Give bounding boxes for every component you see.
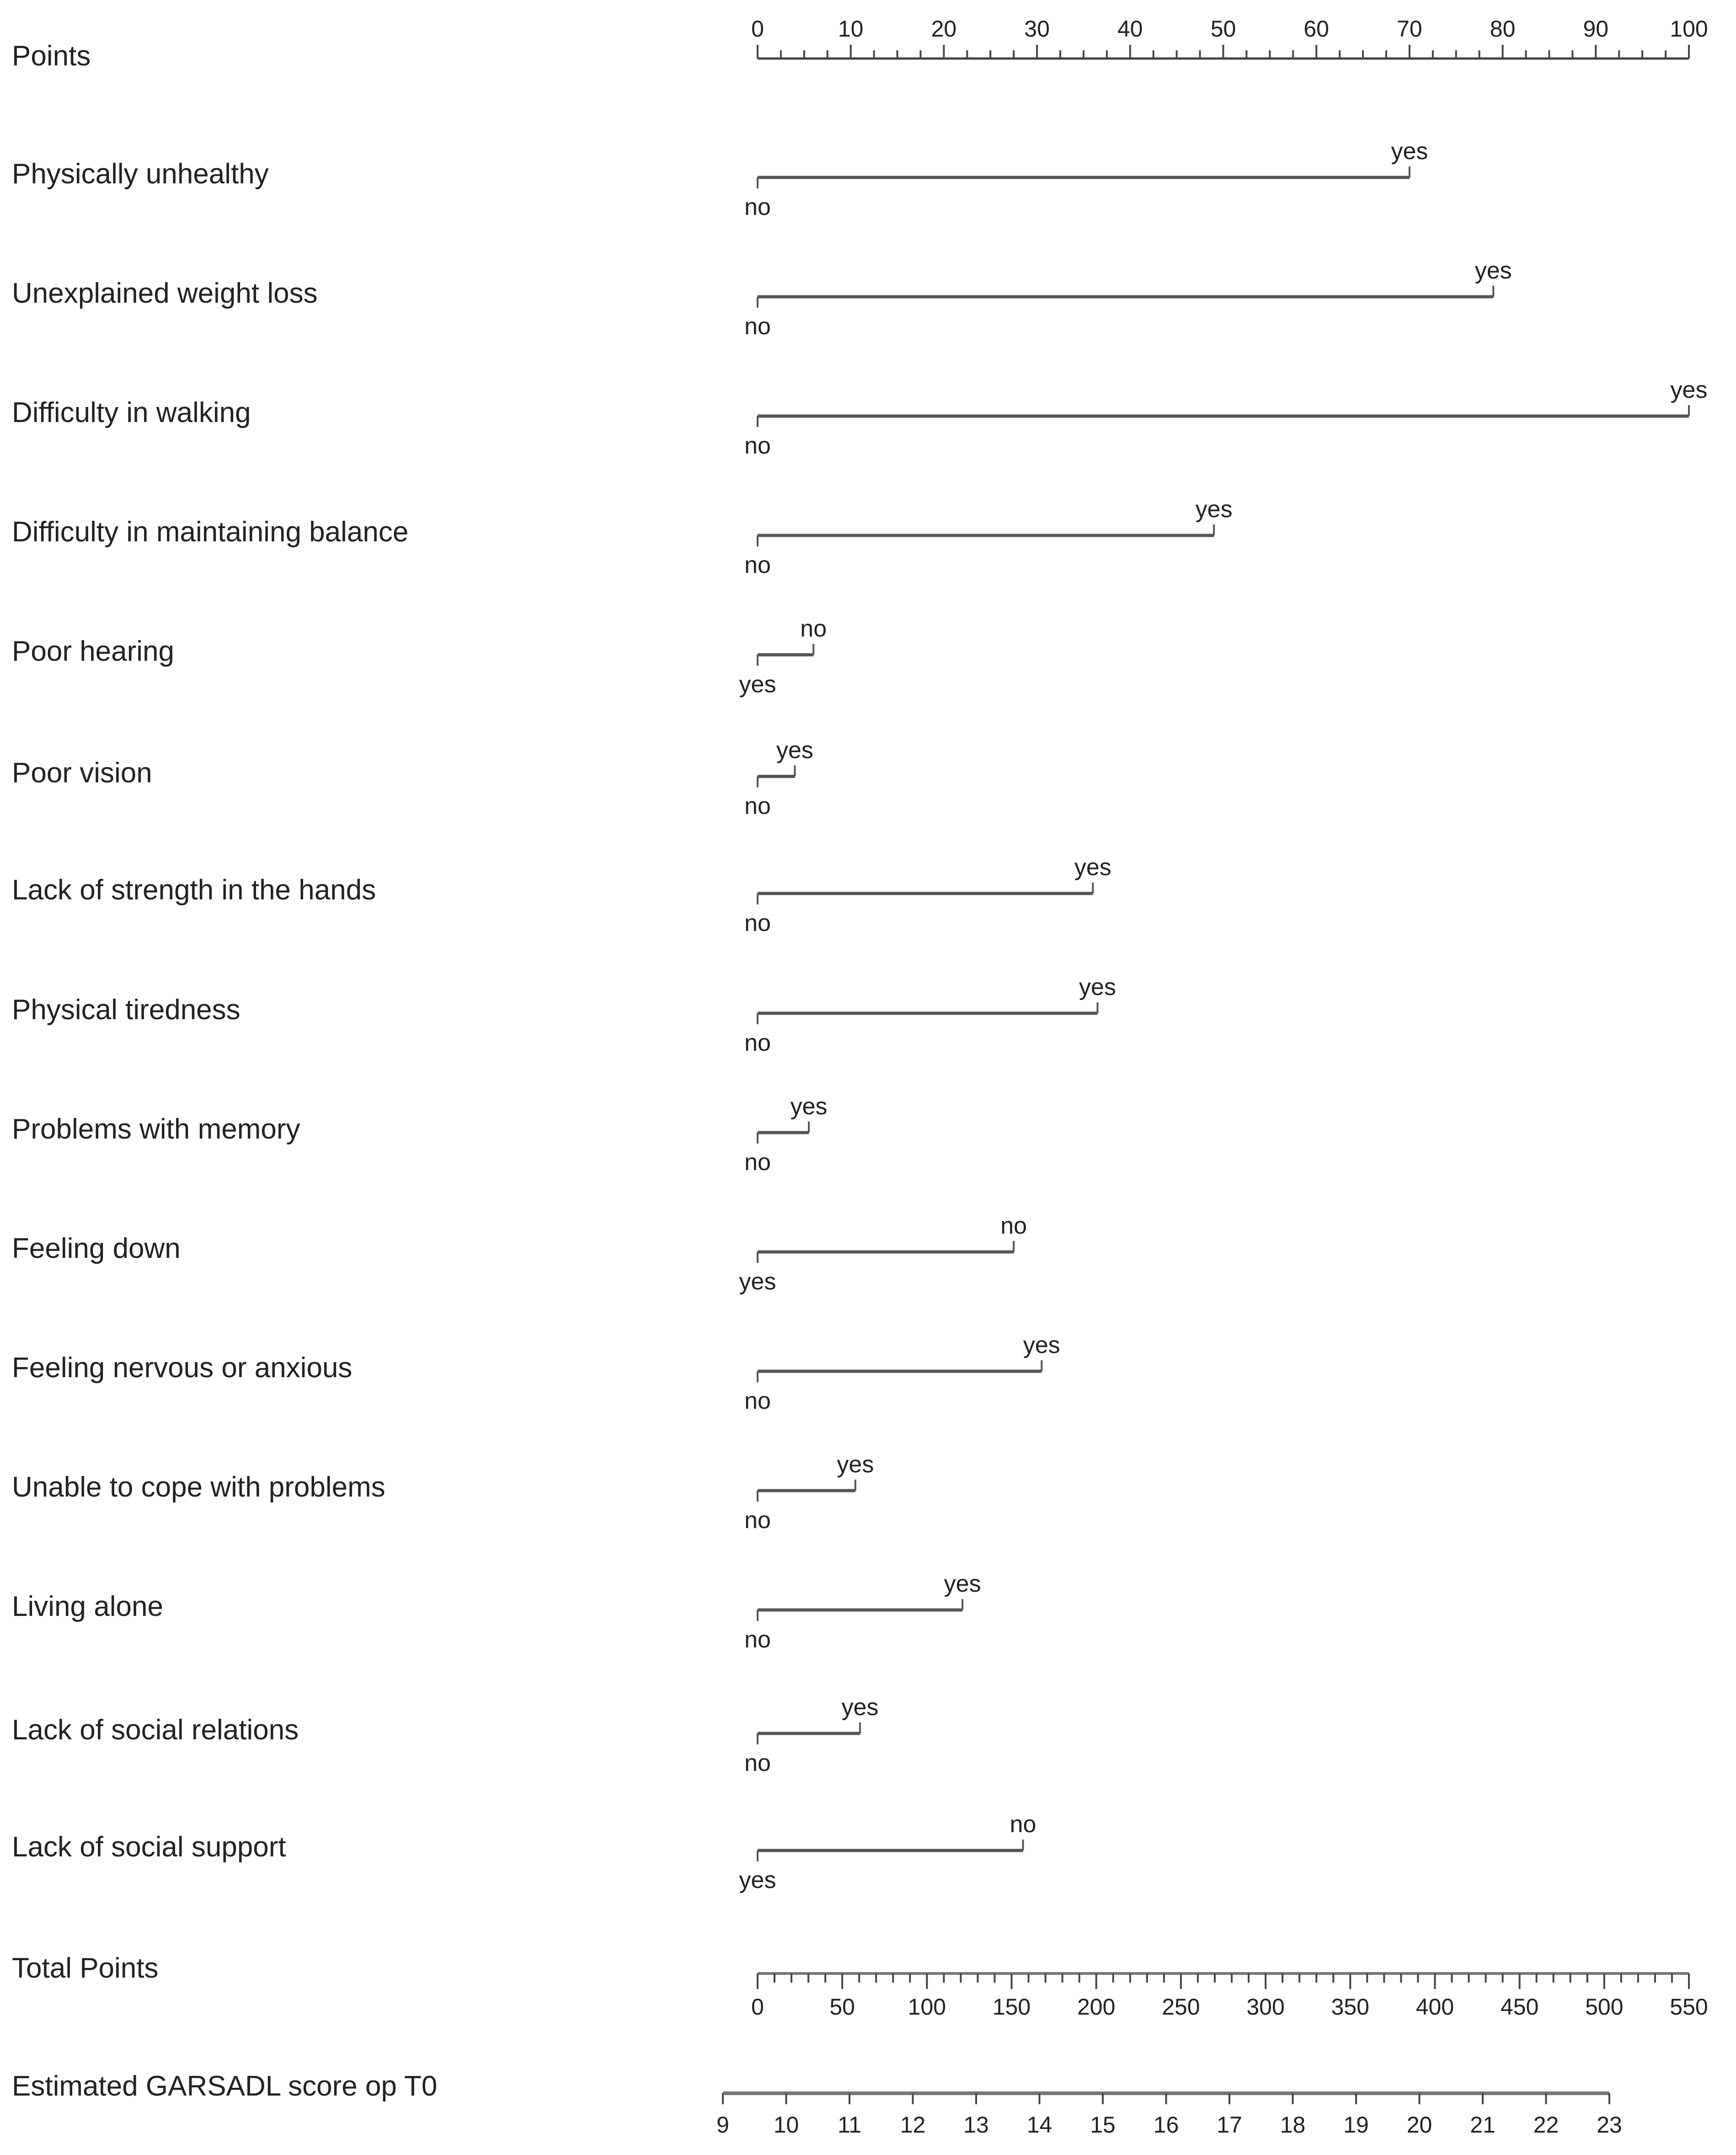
total-points-tick-label: 550 <box>1670 1994 1708 2020</box>
outcome-tick-label: 12 <box>900 2112 926 2138</box>
predictor-label: Physical tiredness <box>12 994 240 1026</box>
outcome-tick-label: 22 <box>1533 2112 1559 2138</box>
total-points-tick-label: 0 <box>751 1994 764 2020</box>
points-tick-label: 0 <box>751 16 764 42</box>
level-label: yes <box>1074 854 1111 881</box>
level-label: no <box>744 1750 771 1776</box>
outcome-tick-label: 10 <box>773 2112 799 2138</box>
predictor-label: Difficulty in walking <box>12 397 251 428</box>
outcome-axis-label: Estimated GARSADL score op T0 <box>12 2070 438 2102</box>
level-label: yes <box>776 737 813 764</box>
level-label: no <box>1010 1811 1036 1838</box>
predictor-label: Lack of strength in the hands <box>12 874 376 906</box>
points-tick-label: 60 <box>1303 16 1330 42</box>
points-tick-label: 70 <box>1397 16 1422 42</box>
level-label: no <box>744 1030 771 1056</box>
level-label: yes <box>1670 377 1708 403</box>
predictor-label: Problems with memory <box>12 1113 300 1145</box>
total-points-tick-label: 400 <box>1416 1994 1454 2020</box>
total-points-tick-label: 100 <box>908 1994 946 2020</box>
total-points-tick-label: 450 <box>1500 1994 1539 2020</box>
level-label: yes <box>841 1694 879 1721</box>
level-label: no <box>744 1388 771 1414</box>
level-label: yes <box>1195 496 1233 523</box>
outcome-tick-label: 18 <box>1280 2112 1306 2138</box>
level-label: no <box>744 1149 771 1176</box>
points-tick-label: 90 <box>1583 16 1609 42</box>
predictor-label: Unexplained weight loss <box>12 278 318 309</box>
points-tick-label: 10 <box>838 16 864 42</box>
predictor-label: Unable to cope with problems <box>12 1471 385 1503</box>
predictor-label: Difficulty in maintaining balance <box>12 516 409 548</box>
level-label: yes <box>739 671 776 698</box>
points-tick-label: 30 <box>1024 16 1050 42</box>
total-points-tick-label: 50 <box>829 1994 855 2020</box>
level-label: no <box>744 793 771 819</box>
points-tick-label: 20 <box>931 16 957 42</box>
level-label: no <box>744 1507 771 1534</box>
total-points-label: Total Points <box>12 1952 159 1984</box>
level-label: no <box>744 433 771 459</box>
level-label: no <box>744 1626 771 1653</box>
level-label: no <box>800 615 827 642</box>
level-label: yes <box>837 1451 874 1478</box>
points-tick-label: 100 <box>1670 16 1708 42</box>
points-axis-label: Points <box>12 40 91 72</box>
level-label: no <box>744 313 771 340</box>
level-label: no <box>744 910 771 936</box>
predictor-label: Poor vision <box>12 757 152 789</box>
outcome-tick-label: 13 <box>963 2112 989 2138</box>
level-label: no <box>744 552 771 578</box>
outcome-tick-label: 19 <box>1343 2112 1369 2138</box>
points-tick-label: 40 <box>1117 16 1143 42</box>
outcome-tick-label: 23 <box>1597 2112 1622 2138</box>
total-points-tick-label: 500 <box>1585 1994 1624 2020</box>
outcome-tick-label: 15 <box>1090 2112 1116 2138</box>
outcome-tick-label: 11 <box>838 2112 861 2138</box>
total-points-tick-label: 350 <box>1331 1994 1369 2020</box>
outcome-tick-label: 14 <box>1026 2112 1052 2138</box>
total-points-tick-label: 250 <box>1162 1994 1200 2020</box>
points-tick-label: 80 <box>1490 16 1516 42</box>
total-points-tick-label: 200 <box>1077 1994 1116 2020</box>
total-points-tick-label: 300 <box>1246 1994 1285 2020</box>
outcome-tick-label: 16 <box>1153 2112 1179 2138</box>
level-label: yes <box>944 1571 981 1597</box>
outcome-tick-label: 21 <box>1470 2112 1496 2138</box>
predictor-label: Feeling down <box>12 1233 181 1264</box>
total-points-tick-label: 150 <box>992 1994 1031 2020</box>
level-label: no <box>1000 1213 1027 1239</box>
level-label: yes <box>1474 257 1512 284</box>
level-label: yes <box>1079 974 1116 1000</box>
predictor-label: Living alone <box>12 1591 163 1622</box>
level-label: yes <box>790 1093 828 1120</box>
points-tick-label: 50 <box>1210 16 1236 42</box>
predictor-label: Lack of social relations <box>12 1714 299 1746</box>
predictor-label: Feeling nervous or anxious <box>12 1352 353 1384</box>
level-label: yes <box>739 1867 776 1893</box>
level-label: yes <box>739 1268 776 1295</box>
level-label: yes <box>1023 1332 1060 1358</box>
level-label: yes <box>1391 138 1428 165</box>
predictor-label: Physically unhealthy <box>12 158 269 190</box>
predictor-label: Poor hearing <box>12 636 175 667</box>
level-label: no <box>744 194 771 220</box>
outcome-tick-label: 17 <box>1217 2112 1242 2138</box>
outcome-tick-label: 9 <box>716 2112 729 2138</box>
predictor-label: Lack of social support <box>12 1831 286 1863</box>
outcome-tick-label: 20 <box>1406 2112 1432 2138</box>
